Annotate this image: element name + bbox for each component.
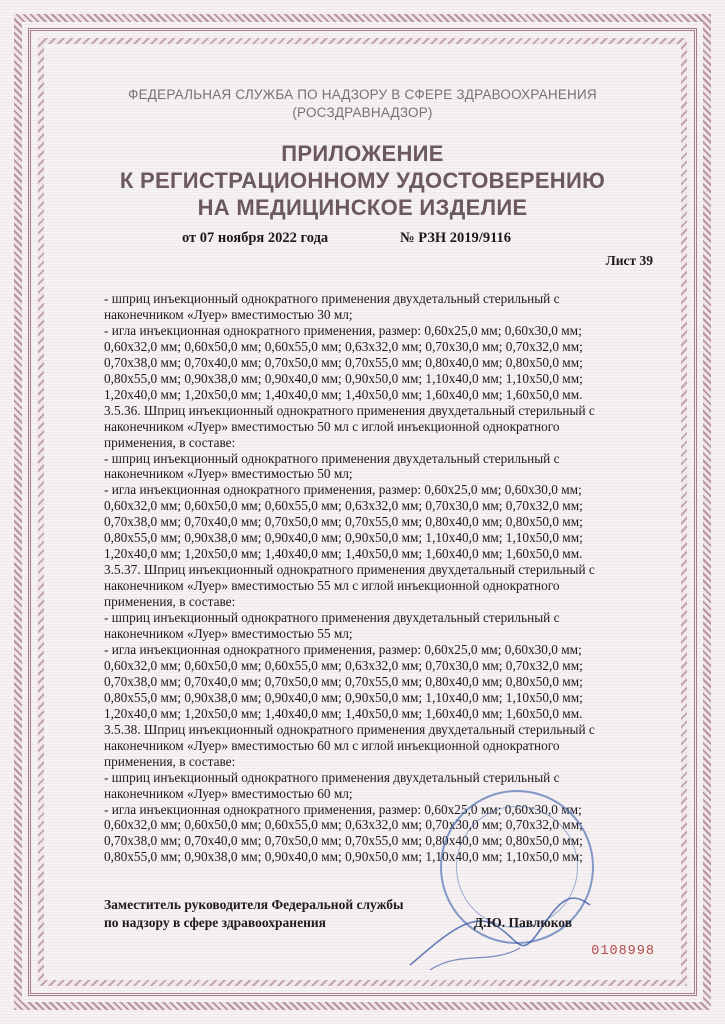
body-line: 0,70х38,0 мм; 0,70х40,0 мм; 0,70х50,0 мм; 0,70х55,0 мм; 0,80х40,0 мм; 0,80х50,0 мм; — [104, 673, 583, 689]
body-line: 1,20х40,0 мм; 1,20х50,0 мм; 1,40х40,0 мм; 1,40х50,0 мм; 1,60х40,0 мм; 1,60х50,0 мм. — [104, 705, 583, 721]
body-line: - шприц инъекционный однократного применения двухдетальный стерильный с — [104, 450, 560, 466]
body-line: наконечником «Луер» вместимостью 30 мл; — [104, 306, 353, 322]
title-line-3: НА МЕДИЦИНСКОЕ ИЗДЕЛИЕ — [197, 195, 528, 220]
body-line: 0,80х55,0 мм; 0,90х38,0 мм; 0,90х40,0 мм; 0,90х50,0 мм; 1,10х40,0 мм; 1,10х50,0 мм; — [104, 849, 583, 865]
body-line: 0,60х32,0 мм; 0,60х50,0 мм; 0,60х55,0 мм; 0,63х32,0 мм; 0,70х30,0 мм; 0,70х32,0 мм; — [104, 498, 583, 514]
body-line: - игла инъекционная однократного применения, размер: 0,60х25,0 мм; 0,60х30,0 мм; — [104, 801, 582, 817]
serial-number: 0108998 — [591, 944, 655, 959]
body-line: 1,20х40,0 мм; 1,20х50,0 мм; 1,40х40,0 мм; 1,40х50,0 мм; 1,60х40,0 мм; 1,60х50,0 мм. — [104, 546, 583, 562]
agency-name: ФЕДЕРАЛЬНАЯ СЛУЖБА ПО НАДЗОРУ В СФЕРЕ ЗДРАВООХРАНЕНИЯ — [128, 87, 597, 102]
body-line: - игла инъекционная однократного применения, размер: 0,60х25,0 мм; 0,60х30,0 мм; — [104, 322, 582, 338]
body-line: 0,70х38,0 мм; 0,70х40,0 мм; 0,70х50,0 мм; 0,70х55,0 мм; 0,80х40,0 мм; 0,80х50,0 мм; — [104, 354, 583, 370]
body-line: 3.5.37. Шприц инъекционный однократного применения двухдетальный стерильный с — [104, 562, 595, 578]
body-line: применения, в составе: — [104, 594, 236, 610]
registration-number: № РЗН 2019/9116 — [400, 230, 512, 246]
agency-header — [70, 86, 655, 122]
body-line: 0,70х38,0 мм; 0,70х40,0 мм; 0,70х50,0 мм; 0,70х55,0 мм; 0,80х40,0 мм; 0,80х50,0 мм; — [104, 833, 583, 849]
title-line-1: ПРИЛОЖЕНИЕ — [281, 141, 444, 166]
body-line: - шприц инъекционный однократного применения двухдетальный стерильный с — [104, 610, 560, 626]
body-line: наконечником «Луер» вместимостью 50 мл; — [104, 466, 353, 482]
title-line-2: К РЕГИСТРАЦИОННОМУ УДОСТОВЕРЕНИЮ — [119, 168, 606, 193]
signatory-block — [104, 896, 644, 932]
body-line: 3.5.38. Шприц инъекционный однократного применения двухдетальный стерильный с — [104, 721, 595, 737]
body-line: наконечником «Луер» вместимостью 60 мл; — [104, 785, 353, 801]
body-line: 1,20х40,0 мм; 1,20х50,0 мм; 1,40х40,0 мм; 1,40х50,0 мм; 1,60х40,0 мм; 1,60х50,0 мм. — [104, 386, 583, 402]
body-line: наконечником «Луер» вместимостью 55 мл; — [104, 626, 353, 642]
issue-date: от 07 ноября 2022 года — [182, 230, 329, 246]
body-line: - игла инъекционная однократного применения, размер: 0,60х25,0 мм; 0,60х30,0 мм; — [104, 482, 582, 498]
signatory-title-2: по надзору в сфере здравоохранения Д.Ю. Павлюков — [104, 915, 572, 930]
body-line: - шприц инъекционный однократного применения двухдетальный стерильный с — [104, 769, 560, 785]
body-line: применения, в составе: — [104, 753, 236, 769]
body-line: 0,80х55,0 мм; 0,90х38,0 мм; 0,90х40,0 мм; 0,90х50,0 мм; 1,10х40,0 мм; 1,10х50,0 мм; — [104, 530, 583, 546]
body-line: 0,80х55,0 мм; 0,90х38,0 мм; 0,90х40,0 мм; 0,90х50,0 мм; 1,10х40,0 мм; 1,10х50,0 мм; — [104, 689, 583, 705]
document-body — [104, 291, 634, 865]
body-line: 0,70х38,0 мм; 0,70х40,0 мм; 0,70х50,0 мм; 0,70х55,0 мм; 0,80х40,0 мм; 0,80х50,0 мм; — [104, 514, 583, 530]
body-line: 0,60х32,0 мм; 0,60х50,0 мм; 0,60х55,0 мм; 0,63х32,0 мм; 0,70х30,0 мм; 0,70х32,0 мм; — [104, 338, 583, 354]
signatory-name: Д.Ю. Павлюков — [473, 915, 572, 930]
agency-abbr: (РОСЗДРАВНАДЗОР) — [292, 105, 433, 120]
body-line: 0,60х32,0 мм; 0,60х50,0 мм; 0,60х55,0 мм; 0,63х32,0 мм; 0,70х30,0 мм; 0,70х32,0 мм; — [104, 817, 583, 833]
sheet-number: Лист 39 — [605, 253, 653, 268]
body-line: 0,60х32,0 мм; 0,60х50,0 мм; 0,60х55,0 мм; 0,63х32,0 мм; 0,70х30,0 мм; 0,70х32,0 мм; — [104, 657, 583, 673]
signatory-title-1: Заместитель руководителя Федеральной службы — [104, 897, 404, 912]
body-line: 3.5.36. Шприц инъекционный однократного применения двухдетальный стерильный с — [104, 402, 595, 418]
document-title — [60, 140, 665, 221]
body-line: - игла инъекционная однократного применения, размер: 0,60х25,0 мм; 0,60х30,0 мм; — [104, 641, 582, 657]
body-line: - шприц инъекционный однократного применения двухдетальный стерильный с — [104, 291, 560, 306]
body-line: применения, в составе: — [104, 434, 236, 450]
body-line: 0,80х55,0 мм; 0,90х38,0 мм; 0,90х40,0 мм; 0,90х50,0 мм; 1,10х40,0 мм; 1,10х50,0 мм; — [104, 370, 583, 386]
body-line: наконечником «Луер» вместимостью 60 мл с иглой инъекционной однократного — [104, 737, 560, 753]
body-line: наконечником «Луер» вместимостью 50 мл с иглой инъекционной однократного — [104, 418, 560, 434]
body-line: наконечником «Луер» вместимостью 55 мл с иглой инъекционной однократного — [104, 578, 560, 594]
